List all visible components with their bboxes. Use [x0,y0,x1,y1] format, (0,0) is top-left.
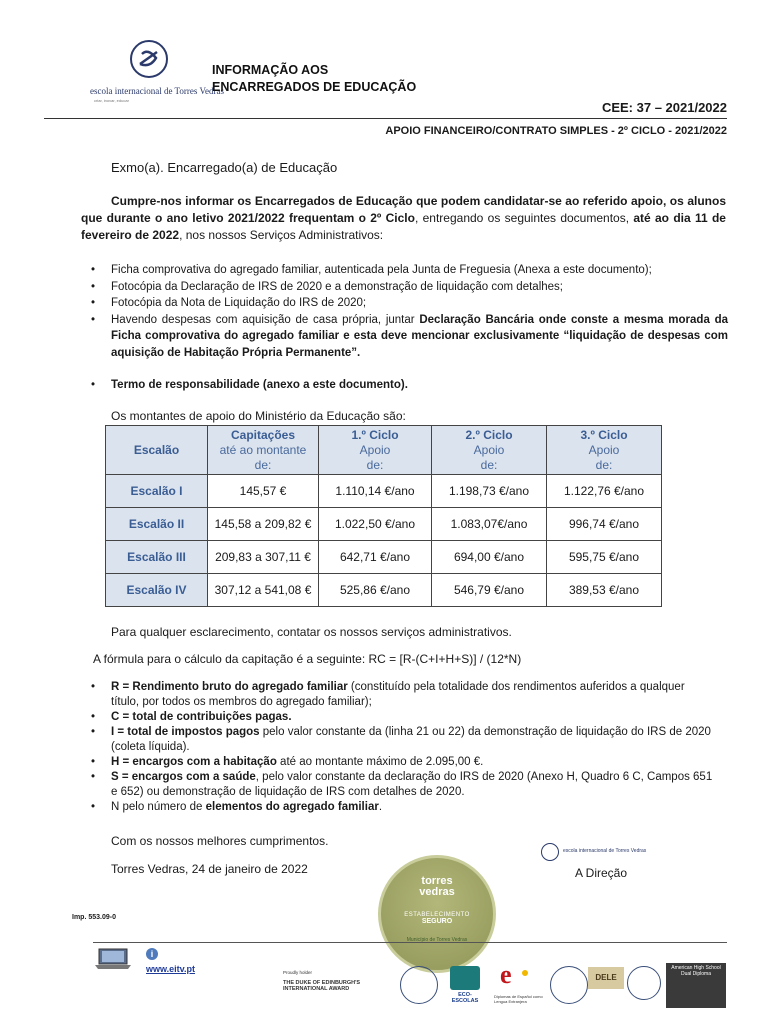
signature-logo: escola internacional de Torres Vedras [541,843,661,863]
duke-award-logo: Proudly holder THE DUKE OF EDINBURGH'S INTERNATIONAL AWARD [283,970,361,992]
closing-text: Com os nossos melhores cumprimentos. [111,834,329,848]
partner-seal-icon [550,966,588,1004]
school-emblem-icon [130,40,168,78]
subject-line: APOIO FINANCEIRO/CONTRATO SIMPLES - 2º CICLO - 2021/2022 [385,125,727,137]
cervantes-logo: e Diplomas de Español como Lengua Extranjera [494,960,543,1004]
greeting: Exmo(a). Encarregado(a) de Educação [111,160,338,175]
footer-divider [93,942,727,943]
place-date: Torres Vedras, 24 de janeiro de 2022 [111,862,308,876]
info-icon: i [146,948,158,960]
school-logo [90,40,224,110]
table-row: Escalão III 209,83 a 307,11 € 642,71 €/ano 694,00 €/ano 595,75 €/ano [106,541,662,574]
school-tagline: criar, inovar, educar [94,98,129,103]
list-item: • Termo de responsabilidade (anexo a este documento). [83,377,728,393]
intro-paragraph: Cumpre-nos informar os Encarregados de Educação que podem candidatar-se ao referido apoio, os alunos que durante o ano letivo 2021/2022 frequentam o 2º Ciclo, entregando os seguintes documentos, até ao dia 11 de fevereiro de 2022, nos nossos Serviços Administrativos: [81,194,726,242]
safe-establishment-seal: torres vedras ESTABELECIMENTO SEGURO Município de Torres Vedras [378,855,496,973]
eco-escolas-logo: ECO-ESCOLAS [445,966,485,1008]
laptop-icon [93,948,133,970]
form-code: Imp. 553.09-0 [72,914,116,921]
list-item: • Fotocópia da Declaração de IRS de 2020 e a demonstração de liquidação com detalhes; [83,279,728,296]
table-row: Escalão I 145,57 € 1.110,14 €/ano 1.198,73 €/ano 1.122,76 €/ano [106,475,662,508]
list-item: • R = Rendimento bruto do agregado familiar (constituído pela totalidade dos rendimentos auferidos a qualquer título, por todos os membros do agregado familiar); [83,680,713,710]
header-divider [44,118,727,119]
cee-reference: CEE: 37 – 2021/2022 [601,100,727,115]
definitions-list [83,680,713,815]
contact-text: Para qualquer esclarecimento, contatar os nossos serviços administrativos. [111,625,512,639]
table-row: Escalão II 145,58 a 209,82 € 1.022,50 €/ano 1.083,07€/ano 996,74 €/ano [106,508,662,541]
documents-list [83,262,728,361]
page-title: INFORMAÇÃO AOS ENCARREGADOS DE EDUCAÇÃO [212,63,417,94]
list-item: • S = encargos com a saúde, pelo valor constante da declaração do IRS de 2020 (Anexo H, Quadro 6 C, Campos 651 e 652) ou demonstração de liquidação de IRS com detalhes de 2020. [83,770,713,800]
eco-flag-icon [450,966,480,990]
list-item: • C = total de contribuições pagas. [83,710,713,725]
partner-seal-icon [400,966,438,1004]
list-item: • N pelo número de elementos do agregado familiar. [83,800,713,815]
school-name: escola internacional de Torres Vedras [90,86,224,96]
header-ciclo-2: 2.º Ciclo Apoio de: [432,426,547,475]
dual-diploma-logo: American High School Dual Diploma [666,963,726,1008]
formula: A fórmula para o cálculo da capitação é a seguinte: RC = [R-(C+I+H+S)] / (12*N) [93,652,522,666]
header-escalao: Escalão [106,426,208,475]
apoio-table [105,425,662,607]
header-capitacoes: Capitações até ao montante de: [208,426,319,475]
partner-seal-icon [627,966,661,1000]
table-header-row [106,426,662,475]
signature-label: A Direção [575,866,628,880]
header-ciclo-1: 1.º Ciclo Apoio de: [319,426,432,475]
website-link[interactable]: www.eitv.pt [146,964,196,974]
list-item: • H = encargos com a habitação até ao montante máximo de 2.095,00 €. [83,755,713,770]
list-item: • Havendo despesas com aquisição de casa própria, juntar Declaração Bancária onde conste a mesma morada da Ficha comprovativa do agregado familiar e esta deve mencionar exclusivamente “liquidação de despesas com aquisição de Habitação Própria Permanente”. [83,312,728,362]
school-emblem-icon [541,843,559,861]
header-ciclo-3: 3.º Ciclo Apoio de: [547,426,662,475]
list-item: • Ficha comprovativa do agregado familiar, autenticada pela Junta de Freguesia (Anexa a este documento); [83,262,728,279]
list-item: • I = total de impostos pagos pelo valor constante da (linha 21 ou 22) da demonstração de liquidação do IRS de 2020 (coleta líquida). [83,725,713,755]
termo-list [83,377,728,393]
dele-logo: DELE [588,967,624,989]
table-row: Escalão IV 307,12 a 541,08 € 525,86 €/ano 546,79 €/ano 389,53 €/ano [106,574,662,607]
montantes-intro: Os montantes de apoio do Ministério da Educação são: [111,409,406,423]
list-item: • Fotocópia da Nota de Liquidação do IRS de 2020; [83,295,728,312]
